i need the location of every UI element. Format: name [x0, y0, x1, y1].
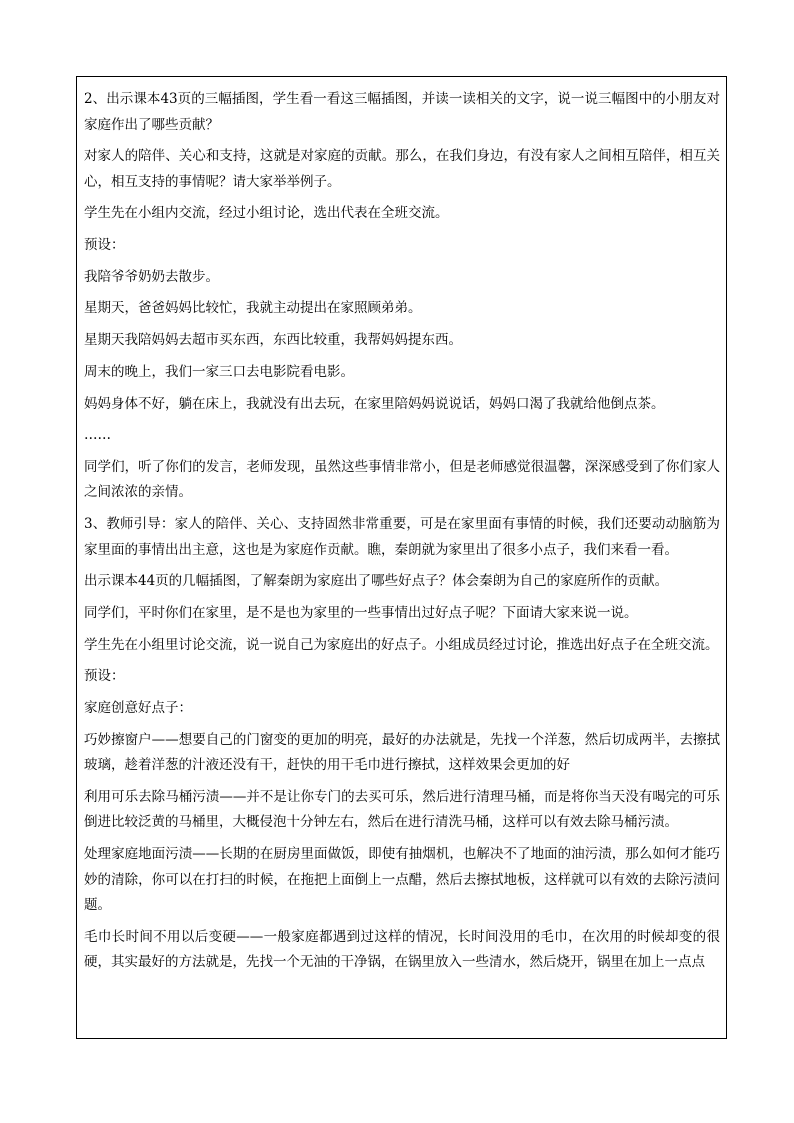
paragraph: 2、出示课本43页的三幅插图，学生看一看这三幅插图，并读一读相关的文字，说一说三幅图中的小朋友对家庭作出了哪些贡献？	[84, 91, 720, 133]
paragraph: 学生先在小组内交流，经过小组讨论，选出代表在全班交流。	[84, 205, 449, 222]
paragraph: ……	[84, 427, 111, 444]
paragraph: 同学们，平时你们在家里，是不是也为家里的一些事情出过好点子呢？下面请大家来说一说。	[84, 604, 638, 621]
paragraph: 处理家庭地面污渍——长期的在厨房里面做饭，即使有抽烟机，也解决不了地面的油污渍，那么如何才能巧妙的清除，你可以在打扫的时候，在拖把上面倒上一点醋，然后去擦拭地板，这样就可以有效的去除污渍问题。	[84, 846, 720, 914]
page-frame	[76, 76, 727, 1039]
paragraph: 家庭创意好点子：	[84, 700, 192, 716]
paragraph: 同学们，听了你们的发言，老师发现，虽然这些事情非常小，但是老师感觉很温馨，深深感受到了你们家人之间浓浓的亲情。	[84, 458, 720, 501]
paragraph: 巧妙擦窗户——想要自己的门窗变的更加的明亮，最好的办法就是，先找一个洋葱，然后切成两半，去擦拭玻璃，趁着洋葱的汁液还没有干，赶快的用干毛巾进行擦拭，这样效果会更加的好	[84, 731, 720, 774]
paragraph: 星期天我陪妈妈去超市买东西，东西比较重，我帮妈妈提东西。	[84, 332, 462, 349]
paragraph: 周末的晚上，我们一家三口去电影院看电影。	[84, 363, 354, 380]
paragraph: 利用可乐去除马桶污渍——并不是让你专门的去买可乐，然后进行清理马桶，而是将你当天没有喝完的可乐倒进比较泛黄的马桶里，大概侵泡十分钟左右，然后在进行清洗马桶，这样可以有效去除马桶污渍。	[84, 788, 720, 831]
document-body	[84, 87, 720, 982]
paragraph: 出示课本44页的几幅插图，了解秦朗为家庭出了哪些好点子？体会秦朗为自己的家庭所作的贡献。	[84, 573, 669, 590]
paragraph: 我陪爷爷奶奶去散步。	[84, 268, 219, 285]
paragraph: 预设：	[84, 237, 125, 254]
paragraph: 预设：	[84, 668, 125, 685]
paragraph: 对家人的陪伴、关心和支持，这就是对家庭的贡献。那么，在我们身边，有没有家人之间相互陪伴，相互关心，相互支持的事情呢？请大家举举例子。	[84, 148, 720, 190]
paragraph: 毛巾长时间不用以后变硬——一般家庭都遇到过这样的情况，长时间没用的毛巾，在次用的时候却变的很硬，其实最好的方法就是，先找一个无油的干净锅，在锅里放入一些清水，然后烧开，锅里在加上一点点	[84, 928, 720, 971]
paragraph: 学生先在小组里讨论交流，说一说自己为家庭出的好点子。小组成员经过讨论，推选出好点子在全班交流。	[84, 636, 719, 653]
paragraph: 3、教师引导：家人的陪伴、关心、支持固然非常重要，可是在家里面有事情的时候，我们还要动动脑筋为家里面的事情出出主意，这也是为家庭作贡献。瞧，秦朗就为家里出了很多小点子，我们来看一看。	[84, 516, 720, 558]
paragraph: 星期天，爸爸妈妈比较忙，我就主动提出在家照顾弟弟。	[84, 300, 422, 317]
paragraph: 妈妈身体不好，躺在床上，我就没有出去玩，在家里陪妈妈说说话，妈妈口渴了我就给他倒点茶。	[84, 395, 665, 412]
